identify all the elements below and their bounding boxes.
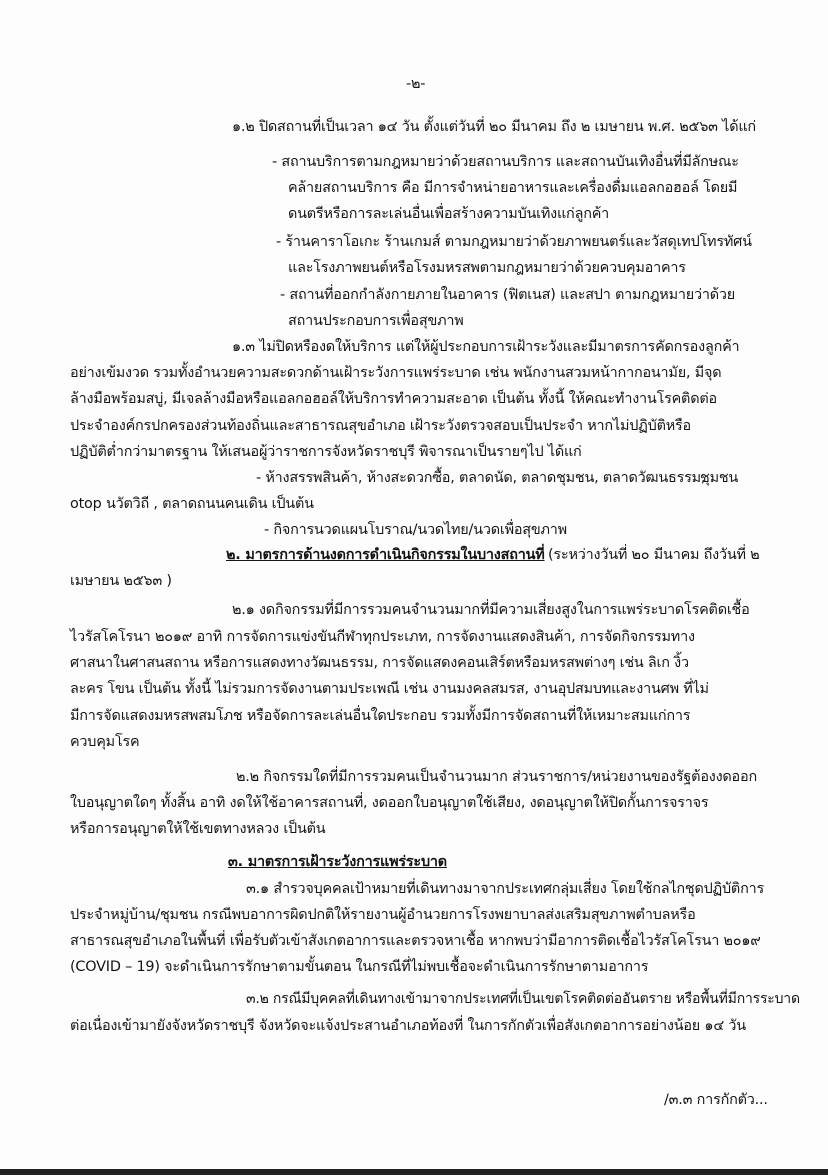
para-2-2: ๒.๒ กิจกรรมใดที่มีการรวมคนเป็นจำนวนมาก ส่วนราชการ/หน่วยงานของรัฐต้องงดออก xyxy=(236,769,757,785)
bullet-line: สถานประกอบการเพื่อสุขภาพ xyxy=(288,313,464,329)
body-line: สาธารณสุขอำเภอในพื้นที่ เพื่อรับตัวเข้าสังเกตอาการและตรวจหาเชื้อ หากพบว่ามีอาการติดเชื้อไวรัสโคโรนา ๒๐๑๙ xyxy=(70,933,761,949)
para-1-3: ๑.๓ ไม่ปิดหรืองดให้บริการ แต่ให้ผู้ประกอบการเฝ้าระวังและมีมาตรการคัดกรองลูกค้า xyxy=(232,339,740,355)
bullet-line: คล้ายสถานบริการ คือ มีการจำหน่ายอาหารและเครื่องดื่มแอลกอฮอล์ โดยมี xyxy=(288,180,738,196)
bullet-line: - ห้างสรรพสินค้า, ห้างสะดวกซื้อ, ตลาดนัด, ตลาดชุมชน, ตลาดวัฒนธรรม, xyxy=(256,470,706,486)
body-line: ประจำหมู่บ้าน/ชุมชน กรณีพบอาการผิดปกติให้รายงานผู้อำนวยการโรงพยาบาลส่งเสริมสุขภาพตำบลหรือ xyxy=(70,907,696,923)
section-2-heading: ๒. มาตรการด้านงดการดำเนินกิจกรรมในบางสถานที่ xyxy=(226,547,545,563)
body-line: เมษายน ๒๕๖๓ ) xyxy=(70,573,172,589)
body-line: ใบอนุญาตใดๆ ทั้งสิ้น อาทิ งดให้ใช้อาคารสถานที่, งดออกใบอนุญาตใช้เสียง, งดอนุญาตให้ปิดกั้นการจราจร xyxy=(70,795,709,811)
body-line: ต่อเนื่องเข้ามายังจังหวัดราชบุรี จังหวัดจะแจ้งประสานอำเภอท้องที่ ในการกักตัวเพื่อสังเกตอาการอย่างน้อย ๑๔ วัน xyxy=(70,1018,746,1034)
bullet-line: - สถานที่ออกกำลังกายภายในอาคาร (ฟิตเนส) และสปา ตามกฎหมายว่าด้วย xyxy=(280,287,735,303)
para-1-2: ๑.๒ ปิดสถานที่เป็นเวลา ๑๔ วัน ตั้งแต่วันที่ ๒๐ มีนาคม ถึง ๒ เมษายน พ.ศ. ๒๕๖๓ ได้แก่ xyxy=(232,119,756,135)
section-2-dates: (ระหว่างวันที่ ๒๐ มีนาคม ถึงวันที่ ๒ xyxy=(548,547,760,563)
body-line: ไวรัสโคโรนา ๒๐๑๙ อาทิ การจัดการแข่งขันกีฬาทุกประเภท, การจัดงานแสดงสินค้า, การจัดกิจกรรมทาง xyxy=(70,629,695,645)
section-3-heading: ๓. มาตรการเฝ้าระวังการแพร่ระบาด xyxy=(228,854,447,870)
bullet-line: - ร้านคาราโอเกะ ร้านเกมส์ ตามกฎหมายว่าด้วยภาพยนตร์และวัสดุเทปโทรทัศน์ xyxy=(276,234,752,250)
body-line: ละคร โขน เป็นต้น ทั้งนี้ ไม่รวมการจัดงานตามประเพณี เช่น งานมงคลสมรส, งานอุปสมบทและงานศพ ที่ไม่ xyxy=(70,681,709,697)
body-line: อย่างเข้มงวด รวมทั้งอำนวยความสะดวกด้านเฝ้าระวังการแพร่ระบาด เช่น พนักงานสวมหน้ากากอนามัย, มีจุด xyxy=(70,365,722,381)
bullet-line: - สถานบริการตามกฎหมายว่าด้วยสถานบริการ และสถานบันเทิงอื่นที่มีลักษณะ xyxy=(272,154,739,170)
scan-edge xyxy=(0,1169,828,1175)
body-line: ล้างมือพร้อมสบู่, มีเจลล้างมือหรือแอลกอฮอล์ให้บริการทำความสะอาด เป็นต้น ทั้งนี้ ให้คณะทำงานโรคติดต่อ xyxy=(70,391,717,407)
body-line: ควบคุมโรค xyxy=(70,734,140,750)
page-number: -๒- xyxy=(406,76,426,92)
para-2-1: ๒.๑ งดกิจกรรมที่มีการรวมคนจำนวนมากที่มีความเสี่ยงสูงในการแพร่ระบาดโรคติดเชื้อ xyxy=(232,602,750,618)
para-3-2: ๓.๒ กรณีมีบุคคลที่เดินทางเข้ามาจากประเทศที่เป็นเขตโรคติดต่ออันตราย หรือพื้นที่มีการระบาด xyxy=(246,991,800,1007)
body-line: หรือการอนุญาตให้ใช้เขตทางหลวง เป็นต้น xyxy=(70,821,326,837)
continuation-note: /๓.๓ การกักตัว... xyxy=(664,1092,768,1108)
body-line: ปฏิบัติต่ำกว่ามาตรฐาน ให้เสนอผู้ว่าราชการจังหวัดราชบุรี พิจารณาเป็นรายๆไป ได้แก่ xyxy=(70,444,582,460)
body-line: ประจำองค์กรปกครองส่วนท้องถิ่นและสาธารณสุขอำเภอ เฝ้าระวังตรวจสอบเป็นประจำ หากไม่ปฏิบัติหรือ xyxy=(70,418,691,434)
body-line: ศาสนาในศาสนสถาน หรือการแสดงทางวัฒนธรรม, การจัดแสดงคอนเสิร์ตหรือมหรสพต่างๆ เช่น ลิเก งิ้ว xyxy=(70,655,689,671)
body-line: otop นวัตวิถี , ตลาดถนนคนเดิน เป็นต้น xyxy=(70,496,314,512)
bullet-line: และโรงภาพยนต์หรือโรงมหรสพตามกฎหมายว่าด้วยควบคุมอาคาร xyxy=(288,260,686,276)
bullet-line: ดนตรีหรือการละเล่นอื่นเพื่อสร้างความบันเทิงแก่ลูกค้า xyxy=(288,206,610,222)
body-line: (COVID – 19) จะดำเนินการรักษาตามขั้นตอน ในกรณีที่ไม่พบเชื้อจะดำเนินการรักษาตามอาการ xyxy=(70,959,649,975)
body-line: มีการจัดแสดงมหรสพสมโภช หรือจัดการละเล่นอื่นใดประกอบ รวมทั้งมีการจัดสถานที่ให้เหมาะสมแก่การ xyxy=(70,708,691,724)
para-3-1: ๓.๑ สำรวจบุคคลเป้าหมายที่เดินทางมาจากประเทศกลุ่มเสี่ยง โดยใช้กลไกชุดปฏิบัติการ xyxy=(246,881,765,897)
bullet-line-end: ชุมชน xyxy=(700,470,739,486)
bullet-line: - กิจการนวดแผนโบราณ/นวดไทย/นวดเพื่อสุขภาพ xyxy=(264,522,567,538)
